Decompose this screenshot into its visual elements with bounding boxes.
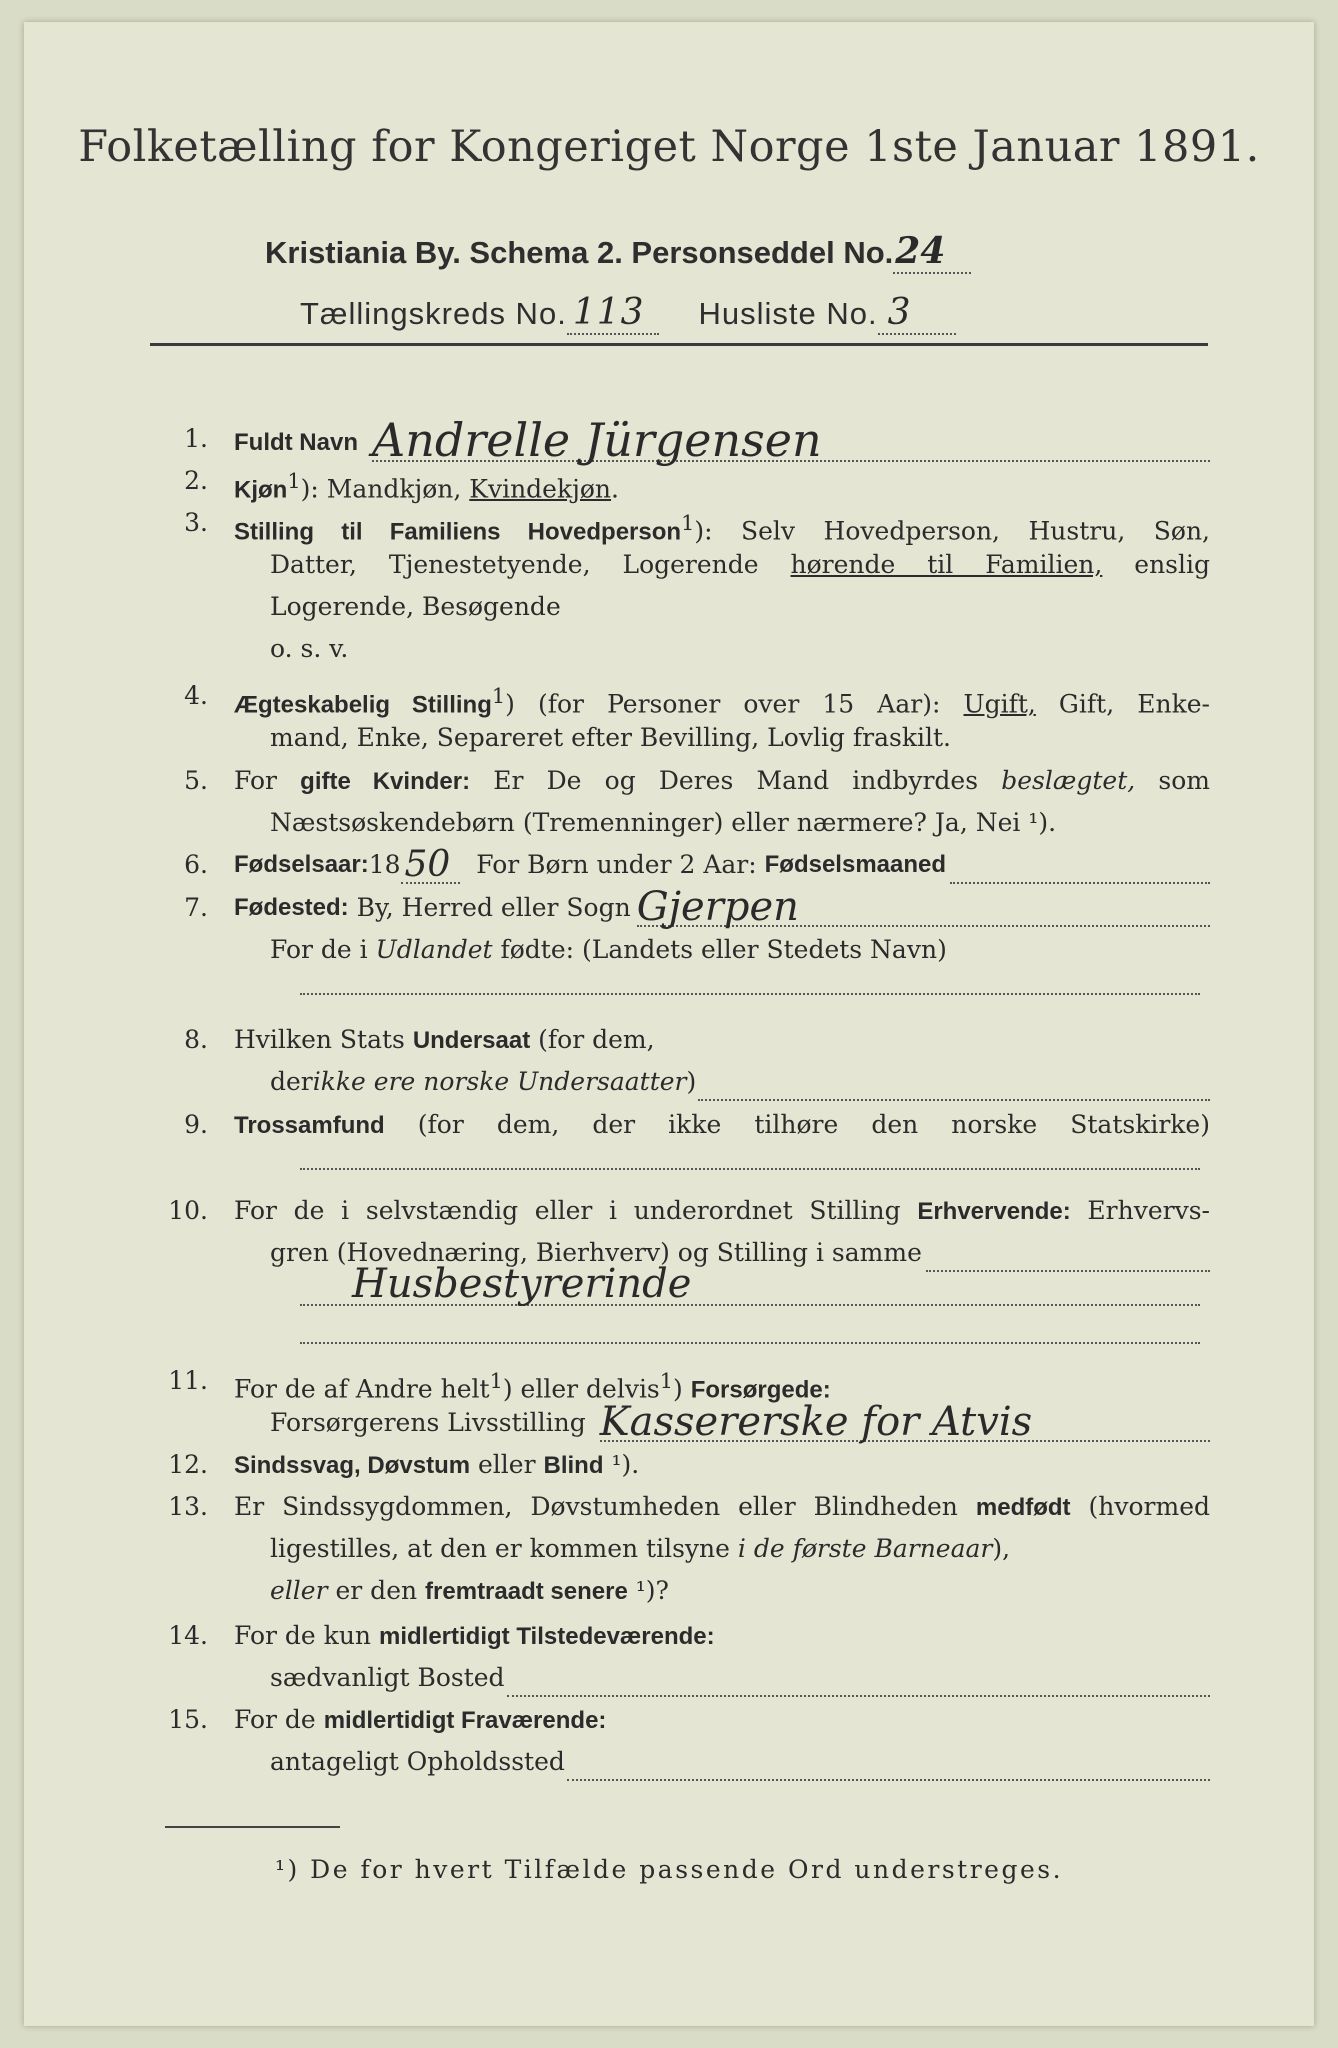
item-3-line-2-end: enslig	[1102, 550, 1210, 579]
kreds-line	[300, 292, 956, 333]
item-8-line-1: Hvilken Stats	[234, 1025, 413, 1054]
footnote-divider	[165, 1826, 340, 1828]
item-10-blank-line	[300, 1342, 1200, 1344]
item-3-line-2: Datter, Tjenestetyende, Logerende	[270, 550, 791, 579]
item-12-label: Sindssvag, Døvstum	[234, 1452, 471, 1479]
item-4-line-1-end: Gift, Enke-	[1035, 689, 1210, 719]
item-10-line-2: gren (Hovednæring, Bierhverv) og Stilling i samme	[270, 1238, 922, 1267]
husliste-number: 3	[878, 292, 956, 335]
item-15-line-2: antageligt Opholdssted	[270, 1747, 565, 1776]
item-3-sup: 1	[681, 511, 695, 535]
item-7-label: Fødested:	[234, 894, 349, 921]
item-7-line-1: By, Herred eller Sogn	[348, 893, 631, 922]
item-4-sup: 1	[491, 684, 506, 708]
birthplace-value: Gjerpen	[637, 889, 1210, 927]
item-13-label-2: fremtraadt senere	[425, 1578, 628, 1605]
item-13-label: medfødt	[975, 1494, 1071, 1521]
item-5-line-1-end: som	[1135, 766, 1210, 795]
item-4-line-2: mand, Enke, Separeret efter Bevilling, Lovlig fraskilt.	[270, 723, 951, 752]
item-5-number: 5.	[184, 766, 208, 795]
position-underlined: hørende til Familien,	[790, 550, 1103, 579]
item-7-number: 7.	[184, 893, 208, 922]
item-11-sup-2: 1	[659, 1369, 674, 1393]
birth-month-label: Fødselsmaaned	[764, 851, 947, 878]
item-12-number: 12.	[168, 1450, 208, 1479]
item-7-line-2-end: fødte: (Landets eller Stedets Navn)	[492, 935, 947, 964]
husliste-label: Husliste No.	[698, 296, 878, 331]
item-11-sup-1: 1	[489, 1369, 503, 1393]
item-11-label: Forsørgede:	[690, 1376, 831, 1404]
item-9-label: Trossamfund	[234, 1112, 385, 1139]
gender-underlined: Kvindekjøn	[469, 474, 612, 504]
item-4-line-1: ) (for Personer over 15 Aar):	[505, 689, 964, 719]
item-13-line-1: Er Sindssygdommen, Døvstumheden eller Blindheden	[234, 1492, 976, 1521]
item-10-line-1: For de i selvstændig eller i underordnet Stilling	[234, 1196, 918, 1225]
kreds-number: 113	[567, 292, 659, 335]
item-3-line-3: Logerende, Besøgende	[270, 592, 561, 621]
footnote: ¹) De for hvert Tilfælde passende Ord understreges.	[274, 1855, 1064, 1884]
item-2-label: Kjøn	[234, 476, 288, 504]
occupation-value: Husbestyrerinde	[300, 1262, 1200, 1306]
item-1-number: 1.	[184, 424, 208, 453]
item-13-number: 13.	[168, 1492, 208, 1521]
item-10-line-1-end: Erhvervs-	[1070, 1196, 1210, 1225]
item-7-line-2: For de i	[270, 935, 376, 964]
item-13-line-2: ligestilles, at den er kommen tilsyne	[270, 1534, 738, 1563]
item-12-mid: eller	[470, 1450, 544, 1479]
item-8-line-1-end: (for dem,	[530, 1025, 655, 1054]
item-14-number: 14.	[168, 1621, 208, 1650]
item-14-label: midlertidigt Tilstedeværende:	[378, 1623, 715, 1650]
personseddel-number: 24	[893, 230, 971, 274]
item-8-number: 8.	[184, 1025, 208, 1054]
item-5-italic: beslægtet,	[1001, 766, 1136, 795]
item-8-italic: ikke ere norske Undersaatter	[312, 1067, 687, 1096]
item-6-label: Fødselsaar:	[234, 851, 369, 878]
kreds-label: Tællingskreds No.	[300, 296, 567, 331]
item-9-blank-line	[300, 1168, 1200, 1170]
item-3-line-4: o. s. v.	[270, 634, 349, 663]
item-14-blank	[507, 1673, 1210, 1697]
item-3-line-1: ): Selv Hovedperson, Hustru, Søn,	[694, 516, 1210, 546]
item-8-line-2-end: )	[686, 1067, 697, 1096]
item-11-line-1-sep: )	[673, 1374, 691, 1404]
item-2-sup: 1	[287, 469, 301, 493]
item-2-text: ): Mandkjøn,	[300, 474, 470, 504]
item-9-number: 9.	[184, 1110, 208, 1139]
item-12-label-2: Blind	[543, 1452, 604, 1479]
item-9-line-1: (for dem, der ikke tilhøre den norske Statskirke)	[384, 1110, 1210, 1139]
item-3-label: Stilling til Familiens Hovedperson	[234, 518, 682, 546]
schema-line	[265, 230, 971, 272]
item-13-line-2-end: ),	[992, 1534, 1011, 1563]
item-8-label: Undersaat	[412, 1027, 531, 1054]
birth-year-value: 50	[401, 848, 461, 884]
item-5-line-2: Næstsøskendebørn (Tremenninger) eller nærmere? Ja, Nei ¹).	[270, 808, 1057, 837]
item-14-pre: For de kun	[234, 1621, 379, 1650]
birth-month-blank	[950, 860, 1210, 884]
item-2-end: .	[611, 474, 619, 504]
item-3-number: 3.	[184, 508, 208, 537]
item-8-line-2: der	[270, 1067, 313, 1096]
item-11-line-1: For de af Andre helt	[234, 1374, 490, 1404]
form-title: Folketælling for Kongeriget Norge 1ste Januar 1891.	[78, 122, 1260, 172]
item-6-number: 6.	[184, 850, 208, 879]
marital-underlined: Ugift,	[963, 689, 1036, 719]
full-name-value: Andrelle Jürgensen	[372, 420, 1210, 462]
item-11-number: 11.	[168, 1366, 208, 1395]
item-12-end: ¹).	[603, 1450, 640, 1479]
item-4-number: 4.	[184, 681, 208, 710]
item-11-line-1-mid: ) eller delvis	[502, 1374, 660, 1404]
item-15-blank	[567, 1757, 1210, 1781]
item-5-label: gifte Kvinder:	[300, 768, 471, 795]
item-5-pre: For	[234, 766, 301, 795]
item-1-label: Fuldt Navn	[234, 429, 358, 456]
item-7-italic: Udlandet	[375, 935, 493, 964]
item-10-number: 10.	[168, 1196, 208, 1225]
item-10-label: Erhvervende:	[917, 1198, 1071, 1225]
item-13-italic: i de første Barneaar	[737, 1534, 993, 1563]
item-14-line-2: sædvanligt Bosted	[270, 1663, 505, 1692]
item-2-number: 2.	[184, 466, 208, 495]
provider-occupation-value: Kassererske for Atvis	[600, 1404, 1210, 1442]
schema-line-text: Kristiania By. Schema 2. Personseddel No.	[265, 235, 894, 270]
item-15-label: midlertidigt Fraværende:	[323, 1707, 607, 1734]
header-divider	[150, 343, 1208, 346]
item-5-line-1: Er De og Deres Mand indbyrdes	[470, 766, 1002, 795]
item-13-italic-2: eller	[270, 1576, 328, 1605]
item-13-line-1-end: (hvormed	[1070, 1492, 1211, 1521]
birth-year-prefix: 18	[368, 850, 401, 879]
item-13-line-3: er den	[327, 1576, 426, 1605]
item-8-blank	[698, 1077, 1210, 1101]
item-15-number: 15.	[168, 1705, 208, 1734]
item-7-blank-line	[300, 993, 1200, 995]
item-13-line-3-end: ¹)?	[627, 1576, 669, 1605]
item-4-label: Ægteskabelig Stilling	[234, 691, 492, 719]
item-6-mid: For Børn under 2 Aar:	[460, 850, 765, 879]
item-11-line-2: Forsørgerens Livsstilling	[270, 1408, 586, 1437]
item-15-pre: For de	[234, 1705, 324, 1734]
